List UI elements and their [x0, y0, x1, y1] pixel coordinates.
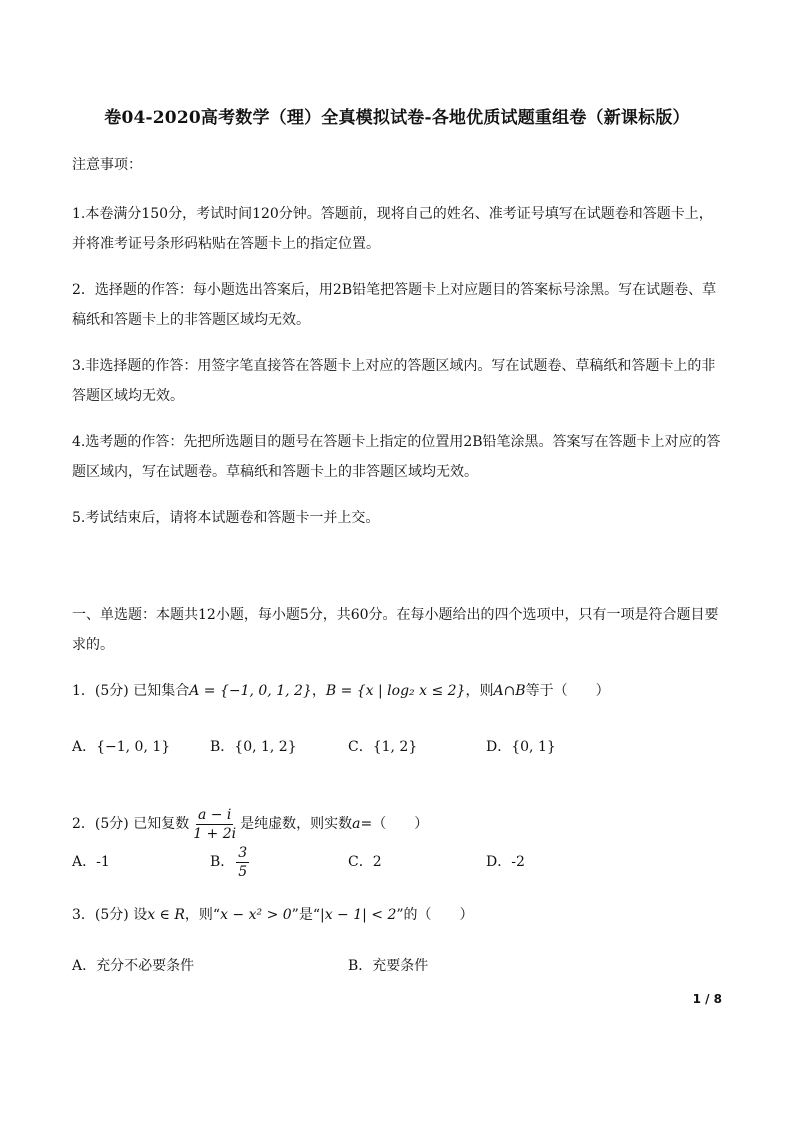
q1-expr: A∩B: [493, 683, 526, 699]
q2-mid: 是纯虚数，则实数: [240, 816, 353, 832]
q1-sep: ，: [311, 683, 326, 699]
q2-fraction: [191, 806, 238, 843]
note-3: 3.非选择题的作答：用签字笔直接答在答题卡上对应的答题区域内。写在试题卷、草稿纸和答题卡上的非答题区域均无效。: [72, 358, 716, 404]
note-4: 4.选考题的作答：先把所选题目的题号在答题卡上指定的位置用2B铅笔涂黑。答案写在答题卡上对应的答题区域内，写在试题卷。草稿纸和答题卡上的非答题区域均无效。: [72, 434, 721, 480]
q3-cond1: x − x² > 0: [220, 907, 292, 923]
page-number: 1 / 8: [692, 992, 722, 1006]
q3-cond2: |x − 1| < 2: [319, 907, 397, 923]
question-1-stem: [72, 676, 724, 706]
page-title: 卷04-2020高考数学（理）全真模拟试卷-各地优质试题重组卷（新课标版）: [104, 108, 690, 128]
q1-option-c: C．{1, 2}: [348, 739, 418, 755]
q1-suffix: 等于（ ）: [525, 683, 610, 699]
q1-option-b: B．{0, 1, 2}: [210, 739, 297, 755]
section-heading: 一、单选题：本题共12小题，每小题5分，共60分。在每小题给出的四个选项中，只有一项是符合题目要求的。: [72, 607, 719, 653]
q3-mid1: ，则“: [184, 907, 221, 923]
notes-heading: 注意事项：: [72, 157, 142, 173]
q2-option-d: D．-2: [486, 854, 525, 870]
q1-option-a: A．{−1, 0, 1}: [72, 739, 171, 755]
q3-option-a: A．充分不必要条件: [72, 958, 195, 974]
q3-mid2: ”是“: [291, 907, 320, 923]
q3-prefix: 3．(5分) 设: [72, 907, 148, 923]
q2-prefix: 2．(5分) 已知复数: [72, 816, 190, 832]
q2-frac-num: a − i: [197, 806, 232, 823]
q3-suffix: ”的（ ）: [396, 907, 474, 923]
note-5: 5.考试结束后，请将本试题卷和答题卡一并上交。: [72, 510, 380, 526]
q2-var: a: [352, 816, 361, 832]
q2-frac-den: 1 + 2i: [193, 825, 237, 842]
question-2-options: [72, 840, 724, 884]
q2-suffix: =（ ）: [360, 816, 429, 832]
q2-option-b: [210, 840, 251, 884]
q2-option-a: A．-1: [72, 854, 110, 870]
q3-cond-x: x ∈ R: [147, 907, 185, 923]
q2-option-b-fraction: [236, 844, 249, 881]
q2-option-b-den: 5: [238, 863, 248, 880]
q1-set-a: A = {−1, 0, 1, 2}: [189, 683, 312, 699]
question-3-options: [72, 951, 724, 981]
question-1-options: [72, 732, 724, 762]
q2-option-b-label: B．: [210, 854, 235, 870]
q1-prefix: 1．(5分) 已知集合: [72, 683, 190, 699]
q3-option-b: B．充要条件: [348, 958, 429, 974]
q1-set-b: B = {x | log₂ x ≤ 2}: [325, 683, 466, 699]
q1-mid: ，则: [465, 683, 494, 699]
q1-option-d: D．{0, 1}: [486, 739, 556, 755]
note-1: 1.本卷满分150分，考试时间120分钟。答题前，现将自己的姓名、准考证号填写在试题卷和答题卡上，并将准考证号条形码粘贴在答题卡上的指定位置。: [72, 206, 713, 252]
note-2: 2．选择题的作答：每小题选出答案后，用2B铅笔把答题卡上对应题目的答案标号涂黑。写在试题卷、草稿纸和答题卡上的非答题区域均无效。: [72, 282, 717, 328]
q2-option-c: C．2: [348, 854, 382, 870]
question-3-stem: [72, 900, 724, 930]
q2-option-b-num: 3: [238, 844, 248, 861]
